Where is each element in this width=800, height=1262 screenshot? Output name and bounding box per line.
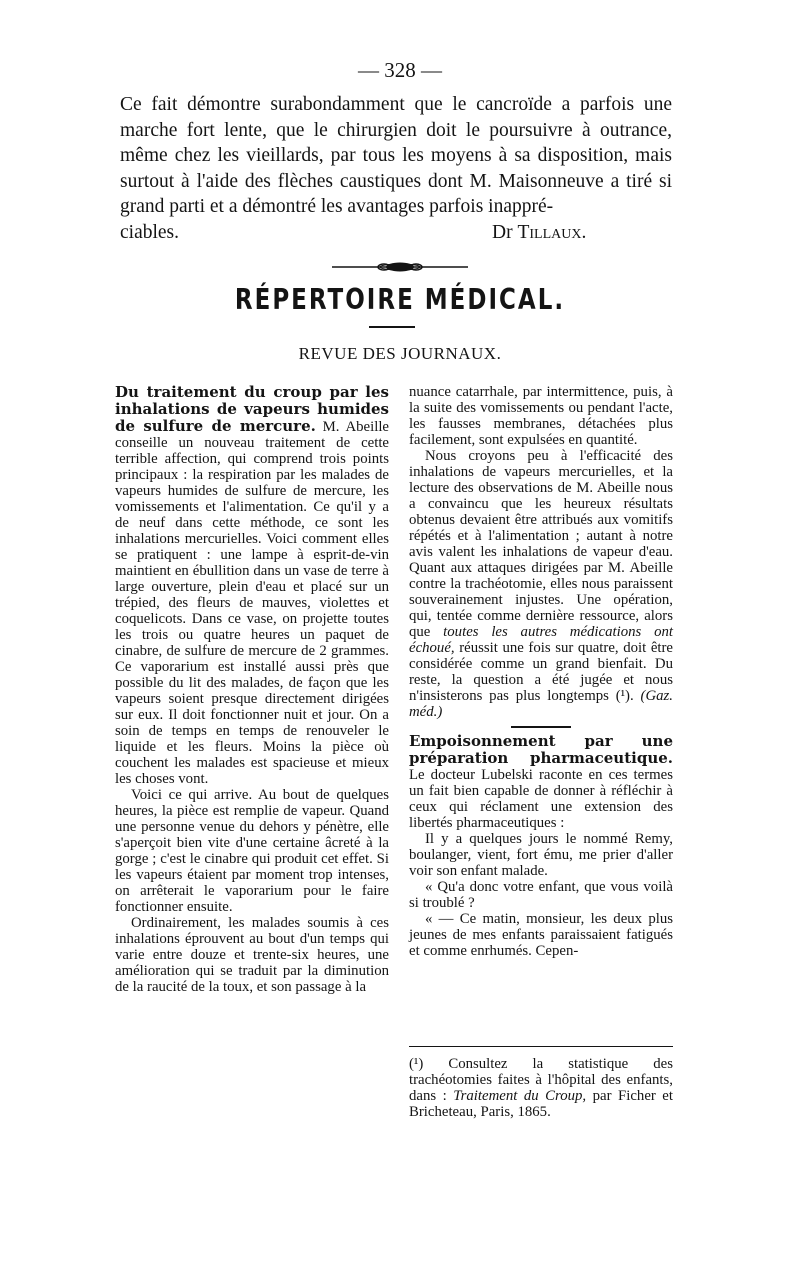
signature-line: [120, 220, 672, 245]
left-paragraph-2: Voici ce qui arrive. Au bout de quelques heures, la pièce est remplie de vapeur. Quand une personne venue du dehors y pénètre, elle s'aperçoit bien vite d'une certaine âcreté à la gorge ; c'est le cinabre qui produit cet effet. Si les vapeurs étaient par moment trop intenses, on arrêterait le vaporarium pour le faire fonctionner ensuite.: [115, 787, 389, 915]
title-rule: [369, 326, 415, 328]
page-number: — 328 —: [358, 58, 442, 82]
footnote-end: par Ficher et Bricheteau, Paris, 1865.: [409, 1088, 673, 1120]
intro-last-word: ciables.: [120, 222, 180, 243]
footnote-rule: [409, 1046, 673, 1047]
footnote: [409, 1056, 673, 1120]
footnote-start: (¹) Consultez la statistique des trachéotomies faites à l'hôpital des enfants, dans :: [409, 1056, 673, 1104]
source-citation: (Gaz. méd.): [409, 688, 673, 720]
section-title: RÉPERTOIRE MÉDICAL.: [234, 284, 566, 317]
ornament-divider: [332, 260, 468, 274]
right-paragraph-3: Le docteur Lubelski raconte en ces termes un fait bien capable de donner à réfléchir à ceux qui réclament une extension des libertés pharmaceutiques :: [409, 767, 673, 831]
right-paragraph-2-mid: réussit une fois sur quatre, doit être considérée comme un grand bienfait. Du reste, la question a été jugée et nous n'insisterons pas plus longtemps (¹).: [409, 640, 673, 704]
article-heading-poisoning: Empoisonnement par une préparation pharmaceutique.: [409, 732, 673, 767]
right-paragraph-2: [409, 448, 673, 720]
left-paragraph-3: Ordinairement, les malades soumis à ces inhalations éprouvent au bout d'un temps qui varie entre douze et trente-six heures, une amélioration qui se traduit par la diminution de la raucité de la toux, et son passage à la: [115, 915, 389, 995]
right-paragraph-5: « Qu'a donc votre enfant, que vous voilà si troublé ?: [409, 879, 673, 911]
footnote-title: Traitement du Croup,: [453, 1088, 587, 1104]
italic-phrase: toutes les autres médications ont échoué,: [409, 624, 673, 656]
right-column: [409, 384, 673, 959]
left-paragraph-1: M. Abeille conseille un nouveau traitement de cette terrible affection, qui comprend trois points principaux : la respiration par les malades de vapeurs humides de sulfure de mercure, les vomissements et l'alimentation. Ce qu'il y a de neuf dans cette méthode, ce sont les inhalations mercurielles. Voici comment elles se pratiquent : une lampe à esprit-de-vin maintient en ébullition dans un vase de terre à large ouverture, plein d'eau et placé sur un trépied, des fleurs de mauves, violettes et coquelicots. Dans ce vase, on projette toutes les trois ou quatre heures un paquet de cinabre, de sulfure de mercure de 2 grammes. Ce vaporarium est installé aussi près que possible du lit des malades, de façon que les vapeurs soient presque directement dirigées sur eux. Il doit fonctionner nuit et jour. On a soin de temps en temps de renouveler le liquide et les fleurs. Moins la pièce où couchent les malades est spacieuse et mieux les choses vont.: [115, 419, 389, 787]
right-paragraph-4: Il y a quelques jours le nommé Remy, boulanger, vient, fort ému, me prier d'aller voir son enfant malade.: [409, 831, 673, 879]
article-heading-croup: Du traitement du croup par les inhalations de vapeurs humides de sulfure de mercure.: [115, 383, 389, 435]
right-paragraph-6: « — Ce matin, monsieur, les deux plus jeunes de mes enfants paraissaient fatigués et comme enrhumés. Cepen-: [409, 911, 673, 959]
intro-text: Ce fait démontre surabondamment que le cancroïde a parfois une marche fort lente, que le chirurgien doit le poursuivre à outrance, même chez les vieillards, par tous les moyens à sa disposition, mais surtout à l'aide des flèches caustiques dont M. Maisonneuve a tiré si grand parti et a démontré les avantages parfois inappré-: [120, 94, 672, 217]
left-column: [115, 384, 389, 995]
signature-name: Tillaux.: [517, 222, 587, 243]
right-paragraph-2-start: Nous croyons peu à l'efficacité des inhalations de vapeurs mercurielles, et la lecture des observations de M. Abeille nous a convaincu que les heureux résultats obtenus devaient être attribués aux vomitifs répétés et à l'alimentation ; autant à notre avis valent les inhalations de vapeur d'eau. Quant aux attaques dirigées par M. Abeille contre la trachéotomie, elles nous paraissent souverainement injustes. Une opération, qui, tentée comme dernière ressource, alors que: [409, 448, 673, 640]
intro-paragraph: [120, 92, 672, 220]
article-separator: [511, 726, 571, 728]
right-paragraph-1: nuance catarrhale, par intermittence, puis, à la suite des vomissements ou pendant l'acte, les fausses membranes, détachées plus facilement, sont expulsées en quantité.: [409, 384, 673, 448]
subsection-title: REVUE DES JOURNAUX.: [298, 344, 502, 363]
signature-prefix: Dr: [492, 222, 513, 243]
author-signature: [492, 220, 586, 245]
